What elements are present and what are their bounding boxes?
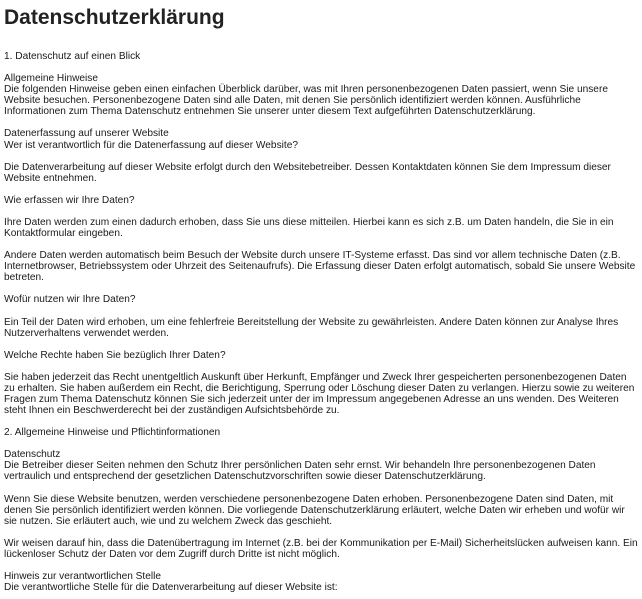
- section-heading: Datenschutz: [4, 449, 61, 461]
- paragraph-text: Wie erfassen wir Ihre Daten?: [4, 194, 135, 206]
- paragraph-text: Sie haben jederzeit das Recht unentgeltlich Auskunft über Herkunft, Empfänger und Zweck Ihrer gespeicherten personenbezogenen Daten zu erhalten. Sie haben außerdem ein Recht, die Berichtigung, Sperrung oder Löschung dieser Daten zu verlangen. Hierzu sowie zu weiteren Fragen zum Thema Datenschutz können Sie sich jederzeit unter der im Impressum angegebenen Adresse an uns wenden. Des Weiteren steht Ihnen ein Beschwerderecht bei der zuständigen Aufsichtsbehörde zu.: [4, 371, 635, 417]
- paragraph: [4, 195, 638, 206]
- paragraph: [4, 317, 638, 339]
- privacy-content: [4, 51, 638, 593]
- paragraph: [4, 294, 638, 305]
- paragraph-text: 1. Datenschutz auf einen Blick: [4, 51, 141, 62]
- section-heading: Datenerfassung auf unserer Website: [4, 128, 169, 140]
- paragraph: [4, 372, 638, 416]
- paragraph: [4, 162, 638, 184]
- paragraph-text: Die Datenverarbeitung auf dieser Website erfolgt durch den Websitebetreiber. Dessen Kontaktdaten können Sie dem Impressum dieser Website entnehmen.: [4, 161, 611, 184]
- paragraph-text: Welche Rechte haben Sie bezüglich Ihrer Daten?: [4, 349, 226, 361]
- paragraph-text: Die Betreiber dieser Seiten nehmen den Schutz Ihrer persönlichen Daten sehr ernst. Wir behandeln Ihre personenbezogenen Daten vertraulich und entsprechend der gesetzlichen Datenschutzvorschriften sowie dieser Datenschutzerklärung.: [4, 460, 596, 483]
- paragraph-text: Ihre Daten werden zum einen dadurch erhoben, dass Sie uns diese mitteilen. Hierbei kann es sich z.B. um Daten handeln, die Sie in ein Kontaktformular eingeben.: [4, 216, 614, 240]
- paragraph: [4, 73, 638, 117]
- paragraph: [4, 128, 638, 150]
- page-title: Datenschutzerklärung: [4, 6, 225, 29]
- paragraph-text: Die verantwortliche Stelle für die Datenverarbeitung auf dieser Website ist:: [4, 582, 338, 594]
- paragraph-text: Wer ist verantwortlich für die Datenerfassung auf dieser Website?: [4, 139, 298, 151]
- section-heading: Hinweis zur verantwortlichen Stelle: [4, 571, 162, 582]
- paragraph-text: 2. Allgemeine Hinweise und Pflichtinformationen: [4, 427, 221, 439]
- paragraph-text: Ein Teil der Daten wird erhoben, um eine fehlerfreie Bereitstellung der Website zu gewährleisten. Andere Daten können zur Analyse Ihres Nutzerverhaltens verwendet werden.: [4, 316, 619, 339]
- paragraph: [4, 494, 638, 527]
- paragraph: [4, 571, 638, 593]
- paragraph: [4, 538, 638, 560]
- paragraph-text: Wir weisen darauf hin, dass die Datenübertragung im Internet (z.B. bei der Kommunikation per E-Mail) Sicherheitslücken aufweisen kann. Ein lückenloser Schutz der Daten vor dem Zugriff durch Dritte ist nicht möglich.: [4, 537, 638, 560]
- paragraph-text: Wofür nutzen wir Ihre Daten?: [4, 294, 136, 306]
- paragraph: [4, 51, 638, 62]
- paragraph: [4, 250, 638, 283]
- paragraph-text: Die folgenden Hinweise geben einen einfachen Überblick darüber, was mit Ihren personenbezogenen Daten passiert, wenn Sie unsere Website besuchen. Personenbezogene Daten sind alle Daten, mit denen Sie persönlich identifiziert werden können. Ausführliche Informationen zum Thema Datenschutz entnehmen Sie unserer unter diesem Text aufgeführten Datenschutzerklärung.: [4, 84, 608, 118]
- paragraph: [4, 350, 638, 361]
- paragraph-text: Andere Daten werden automatisch beim Besuch der Website durch unsere IT-Systeme erfasst. Das sind vor allem technische Daten (z.B. Internetbrowser, Betriebssystem oder Uhrzeit des Seitenaufrufs). Die Erfassung dieser Daten erfolgt automatisch, sobald Sie unsere Website betreten.: [4, 250, 636, 284]
- section-heading: Allgemeine Hinweise: [4, 73, 98, 85]
- paragraph: [4, 449, 638, 482]
- paragraph-text: Wenn Sie diese Website benutzen, werden verschiedene personenbezogene Daten erhoben. Personenbezogene Daten sind Daten, mit denen Sie persönlich identifiziert werden können. Die vorliegende Datenschutzerklärung erläutert, welche Daten wir erheben und wofür wir sie nutzen. Sie erläutert auch, wie und zu welchem Zweck das geschieht.: [4, 493, 625, 527]
- paragraph: [4, 427, 638, 438]
- paragraph: [4, 217, 638, 239]
